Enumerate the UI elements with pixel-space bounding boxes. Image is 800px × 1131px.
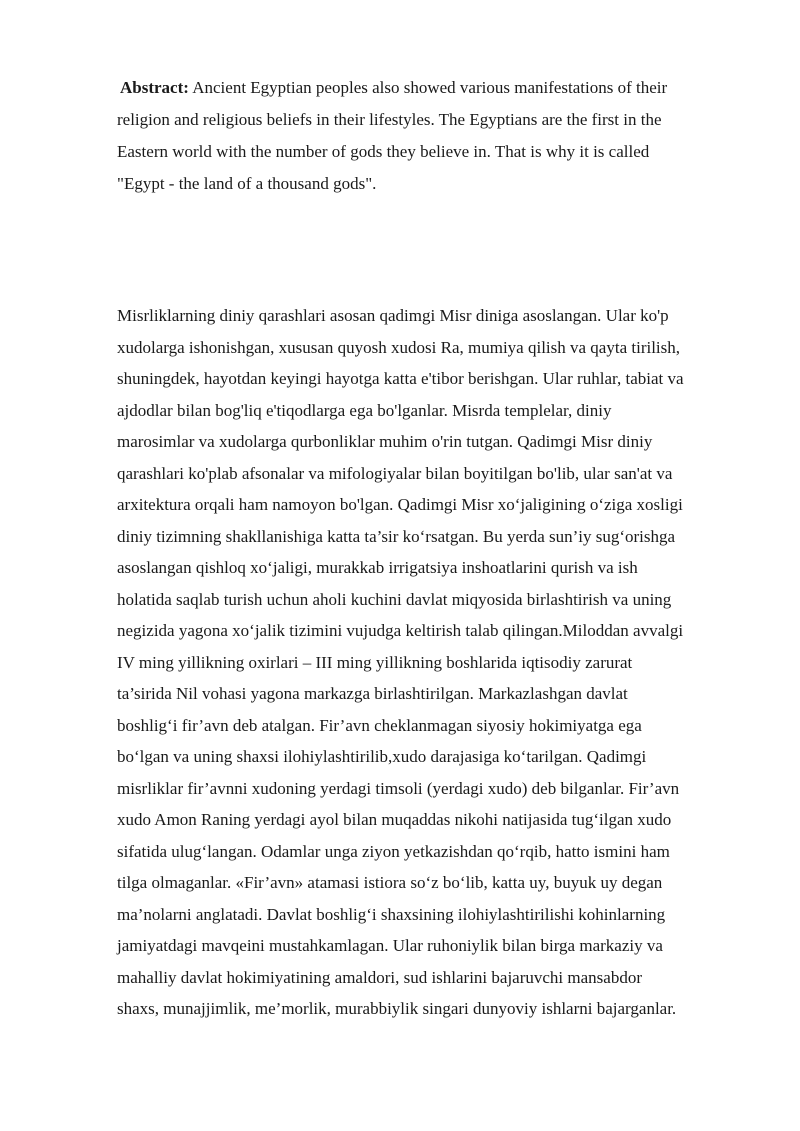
body-line: shaxs, munajjimlik, me’morlik, murabbiylik singari dunyoviy ishlarni bajarganlar. bbox=[117, 999, 677, 1018]
body-line: ma’nolarni anglatadi. Davlat boshlig‘i shaxsining ilohiylashtirilishi kohinlarning bbox=[117, 904, 666, 924]
abstract-line: Eastern world with the number of gods they believe in. That is why it is called bbox=[117, 142, 650, 161]
body-line: tilga olmaganlar. «Fir’avn» atamasi istiora so‘z bo‘lib, katta uy, buyuk uy degan bbox=[117, 873, 663, 892]
body-line: diniy tizimning shakllanishiga katta ta’sir ko‘rsatgan. Bu yerda sun’iy sug‘orishga bbox=[117, 526, 676, 546]
body-line: holatida saqlab turish uchun aholi kuchini davlat miqyosida birlashtirish va uning bbox=[117, 589, 672, 609]
abstract-line: religion and religious beliefs in their lifestyles. The Egyptians are the first in the bbox=[117, 110, 662, 129]
body-line: arxitektura orqali ham namoyon bo'lgan. Qadimgi Misr xo‘jaligining o‘ziga xosligi bbox=[117, 495, 683, 514]
body-line: asoslangan qishloq xo‘jaligi, murakkab irrigatsiya inshoatlarini qurish va ish bbox=[117, 558, 638, 577]
body-line: marosimlar va xudolarga qurbonliklar muhim o'rin tutgan. Qadimgi Misr diniy bbox=[117, 432, 653, 451]
body-line: ta’sirida Nil vohasi yagona markazga birlashtirilgan. Markazlashgan davlat bbox=[117, 684, 628, 703]
abstract-line: "Egypt - the land of a thousand gods". bbox=[117, 174, 377, 193]
body-line: Misrliklarning diniy qarashlari asosan qadimgi Misr diniga asoslangan. Ular ko'p bbox=[117, 306, 669, 325]
body-line: qarashlari ko'plab afsonalar va mifologiyalar bilan boyitilgan bo'lib, ular san'at va bbox=[117, 463, 673, 483]
body-line: misrliklar fir’avnni xudoning yerdagi timsoli (yerdagi xudo) deb bilganlar. Fir’avn bbox=[117, 778, 680, 798]
body-line: bo‘lgan va uning shaxsi ilohiylashtirilib,xudo darajasiga ko‘tarilgan. Qadimgi bbox=[117, 747, 647, 766]
body-line: shuningdek, hayotdan keyingi hayotga katta e'tibor berishgan. Ular ruhlar, tabiat va bbox=[117, 369, 684, 388]
abstract-text: Ancient Egyptian peoples also showed various manifestations of their bbox=[192, 78, 668, 97]
body-line: boshlig‘i fir’avn deb atalgan. Fir’avn cheklanmagan siyosiy hokimiyatga ega bbox=[117, 715, 642, 735]
abstract-paragraph bbox=[117, 72, 742, 200]
abstract-label: Abstract: bbox=[120, 78, 189, 97]
body-line: ajdodlar bilan bog'liq e'tiqodlarga ega bo'lganlar. Misrda templelar, diniy bbox=[117, 400, 612, 420]
body-line: IV ming yillikning oxirlari – III ming yillikning boshlarida iqtisodiy zarurat bbox=[117, 652, 633, 672]
body-line: mahalliy davlat hokimiyatining amaldori, sud ishlarini bajaruvchi mansabdor bbox=[117, 967, 642, 987]
abstract-line bbox=[117, 72, 742, 104]
body-paragraph bbox=[117, 300, 752, 1025]
body-line: xudo Amon Raning yerdagi ayol bilan muqaddas nikohi natijasida tug‘ilgan xudo bbox=[117, 810, 672, 829]
body-line: negizida yagona xo‘jalik tizimini vujudga keltirish talab qilingan.Miloddan avvalgi bbox=[117, 621, 684, 640]
body-line: sifatida ulug‘langan. Odamlar unga ziyon yetkazishdan qo‘rqib, hatto ismini ham bbox=[117, 841, 670, 861]
body-line: jamiyatdagi mavqeini mustahkamlagan. Ular ruhoniylik bilan birga markaziy va bbox=[117, 936, 663, 955]
body-line: xudolarga ishonishgan, xususan quyosh xudosi Ra, mumiya qilish va qayta tirilish, bbox=[117, 337, 681, 357]
